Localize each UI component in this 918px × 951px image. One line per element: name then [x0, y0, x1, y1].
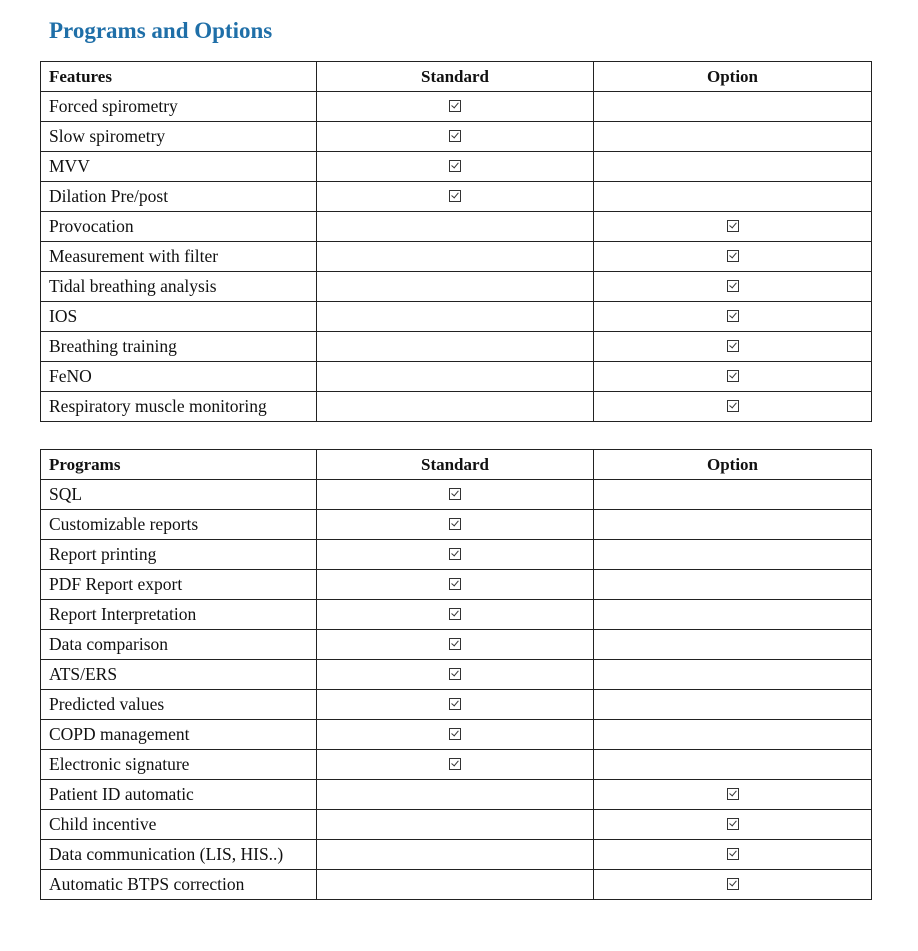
checked-box-icon [449, 190, 461, 202]
checked-box-icon [449, 548, 461, 560]
option-cell [594, 242, 872, 272]
row-label: PDF Report export [41, 570, 317, 600]
standard-cell [317, 92, 594, 122]
table-row [41, 212, 872, 242]
option-cell [594, 510, 872, 540]
option-cell [594, 92, 872, 122]
checked-box-icon [727, 848, 739, 860]
checked-box-icon [727, 788, 739, 800]
standard-cell [317, 182, 594, 212]
row-label: Forced spirometry [41, 92, 317, 122]
row-label: Measurement with filter [41, 242, 317, 272]
checked-box-icon [449, 488, 461, 500]
option-cell [594, 332, 872, 362]
standard-cell [317, 630, 594, 660]
option-cell [594, 780, 872, 810]
standard-cell [317, 780, 594, 810]
option-cell [594, 302, 872, 332]
page-title: Programs and Options [49, 18, 273, 43]
table-row [41, 332, 872, 362]
checked-box-icon [727, 310, 739, 322]
table-row [41, 840, 872, 870]
option-cell [594, 570, 872, 600]
checked-box-icon [449, 130, 461, 142]
option-cell [594, 660, 872, 690]
table-row [41, 780, 872, 810]
standard-cell [317, 212, 594, 242]
table-row [41, 92, 872, 122]
row-label: MVV [41, 152, 317, 182]
option-cell [594, 870, 872, 900]
table-row [41, 182, 872, 212]
standard-cell [317, 480, 594, 510]
row-label: Patient ID automatic [41, 780, 317, 810]
row-label: Respiratory muscle monitoring [41, 392, 317, 422]
row-label: Dilation Pre/post [41, 182, 317, 212]
option-cell [594, 690, 872, 720]
option-cell [594, 480, 872, 510]
table-row [41, 720, 872, 750]
row-label: ATS/ERS [41, 660, 317, 690]
table-row [41, 152, 872, 182]
checked-box-icon [449, 160, 461, 172]
option-cell [594, 540, 872, 570]
table-row [41, 690, 872, 720]
option-cell [594, 750, 872, 780]
row-label: IOS [41, 302, 317, 332]
option-cell [594, 392, 872, 422]
checked-box-icon [727, 818, 739, 830]
checked-box-icon [727, 400, 739, 412]
standard-cell [317, 690, 594, 720]
checked-box-icon [727, 280, 739, 292]
table-row [41, 750, 872, 780]
standard-cell [317, 810, 594, 840]
option-cell [594, 600, 872, 630]
option-cell [594, 122, 872, 152]
option-cell [594, 630, 872, 660]
standard-cell [317, 272, 594, 302]
checked-box-icon [449, 578, 461, 590]
table-row [41, 810, 872, 840]
option-cell [594, 720, 872, 750]
table-row [41, 870, 872, 900]
checked-box-icon [727, 340, 739, 352]
standard-cell [317, 840, 594, 870]
row-label: Breathing training [41, 332, 317, 362]
table-row [41, 362, 872, 392]
row-label: Data communication (LIS, HIS..) [41, 840, 317, 870]
checked-box-icon [727, 220, 739, 232]
option-column-header: Option [594, 450, 872, 480]
table-row [41, 122, 872, 152]
option-cell [594, 810, 872, 840]
checked-box-icon [449, 518, 461, 530]
standard-cell [317, 510, 594, 540]
checked-box-icon [449, 100, 461, 112]
features-column-header: Features [41, 62, 317, 92]
option-cell [594, 272, 872, 302]
standard-cell [317, 362, 594, 392]
standard-cell [317, 600, 594, 630]
table-row [41, 570, 872, 600]
features-table [40, 61, 872, 422]
standard-cell [317, 720, 594, 750]
table-row [41, 630, 872, 660]
table-row [41, 660, 872, 690]
option-cell [594, 212, 872, 242]
checked-box-icon [727, 878, 739, 890]
table-header-row [41, 450, 872, 480]
row-label: Data comparison [41, 630, 317, 660]
table-row [41, 600, 872, 630]
row-label: Tidal breathing analysis [41, 272, 317, 302]
row-label: Provocation [41, 212, 317, 242]
checked-box-icon [727, 370, 739, 382]
row-label: FeNO [41, 362, 317, 392]
standard-cell [317, 540, 594, 570]
row-label: Customizable reports [41, 510, 317, 540]
table-row [41, 392, 872, 422]
table-header-row [41, 62, 872, 92]
row-label: COPD management [41, 720, 317, 750]
row-label: Predicted values [41, 690, 317, 720]
checked-box-icon [727, 250, 739, 262]
option-cell [594, 182, 872, 212]
table-row [41, 242, 872, 272]
option-cell [594, 362, 872, 392]
table-row [41, 510, 872, 540]
checked-box-icon [449, 758, 461, 770]
standard-cell [317, 750, 594, 780]
row-label: Electronic signature [41, 750, 317, 780]
table-row [41, 272, 872, 302]
row-label: Report Interpretation [41, 600, 317, 630]
checked-box-icon [449, 728, 461, 740]
standard-cell [317, 660, 594, 690]
table-row [41, 480, 872, 510]
option-cell [594, 152, 872, 182]
table-row [41, 540, 872, 570]
standard-cell [317, 302, 594, 332]
standard-cell [317, 242, 594, 272]
row-label: Slow spirometry [41, 122, 317, 152]
checked-box-icon [449, 698, 461, 710]
standard-cell [317, 870, 594, 900]
programs-column-header: Programs [41, 450, 317, 480]
standard-cell [317, 152, 594, 182]
option-cell [594, 840, 872, 870]
checked-box-icon [449, 668, 461, 680]
row-label: Automatic BTPS correction [41, 870, 317, 900]
table-row [41, 302, 872, 332]
row-label: Child incentive [41, 810, 317, 840]
programs-table [40, 449, 872, 900]
standard-cell [317, 332, 594, 362]
checked-box-icon [449, 608, 461, 620]
checked-box-icon [449, 638, 461, 650]
row-label: Report printing [41, 540, 317, 570]
option-column-header: Option [594, 62, 872, 92]
standard-cell [317, 392, 594, 422]
standard-cell [317, 122, 594, 152]
row-label: SQL [41, 480, 317, 510]
standard-cell [317, 570, 594, 600]
standard-column-header: Standard [317, 450, 594, 480]
standard-column-header: Standard [317, 62, 594, 92]
